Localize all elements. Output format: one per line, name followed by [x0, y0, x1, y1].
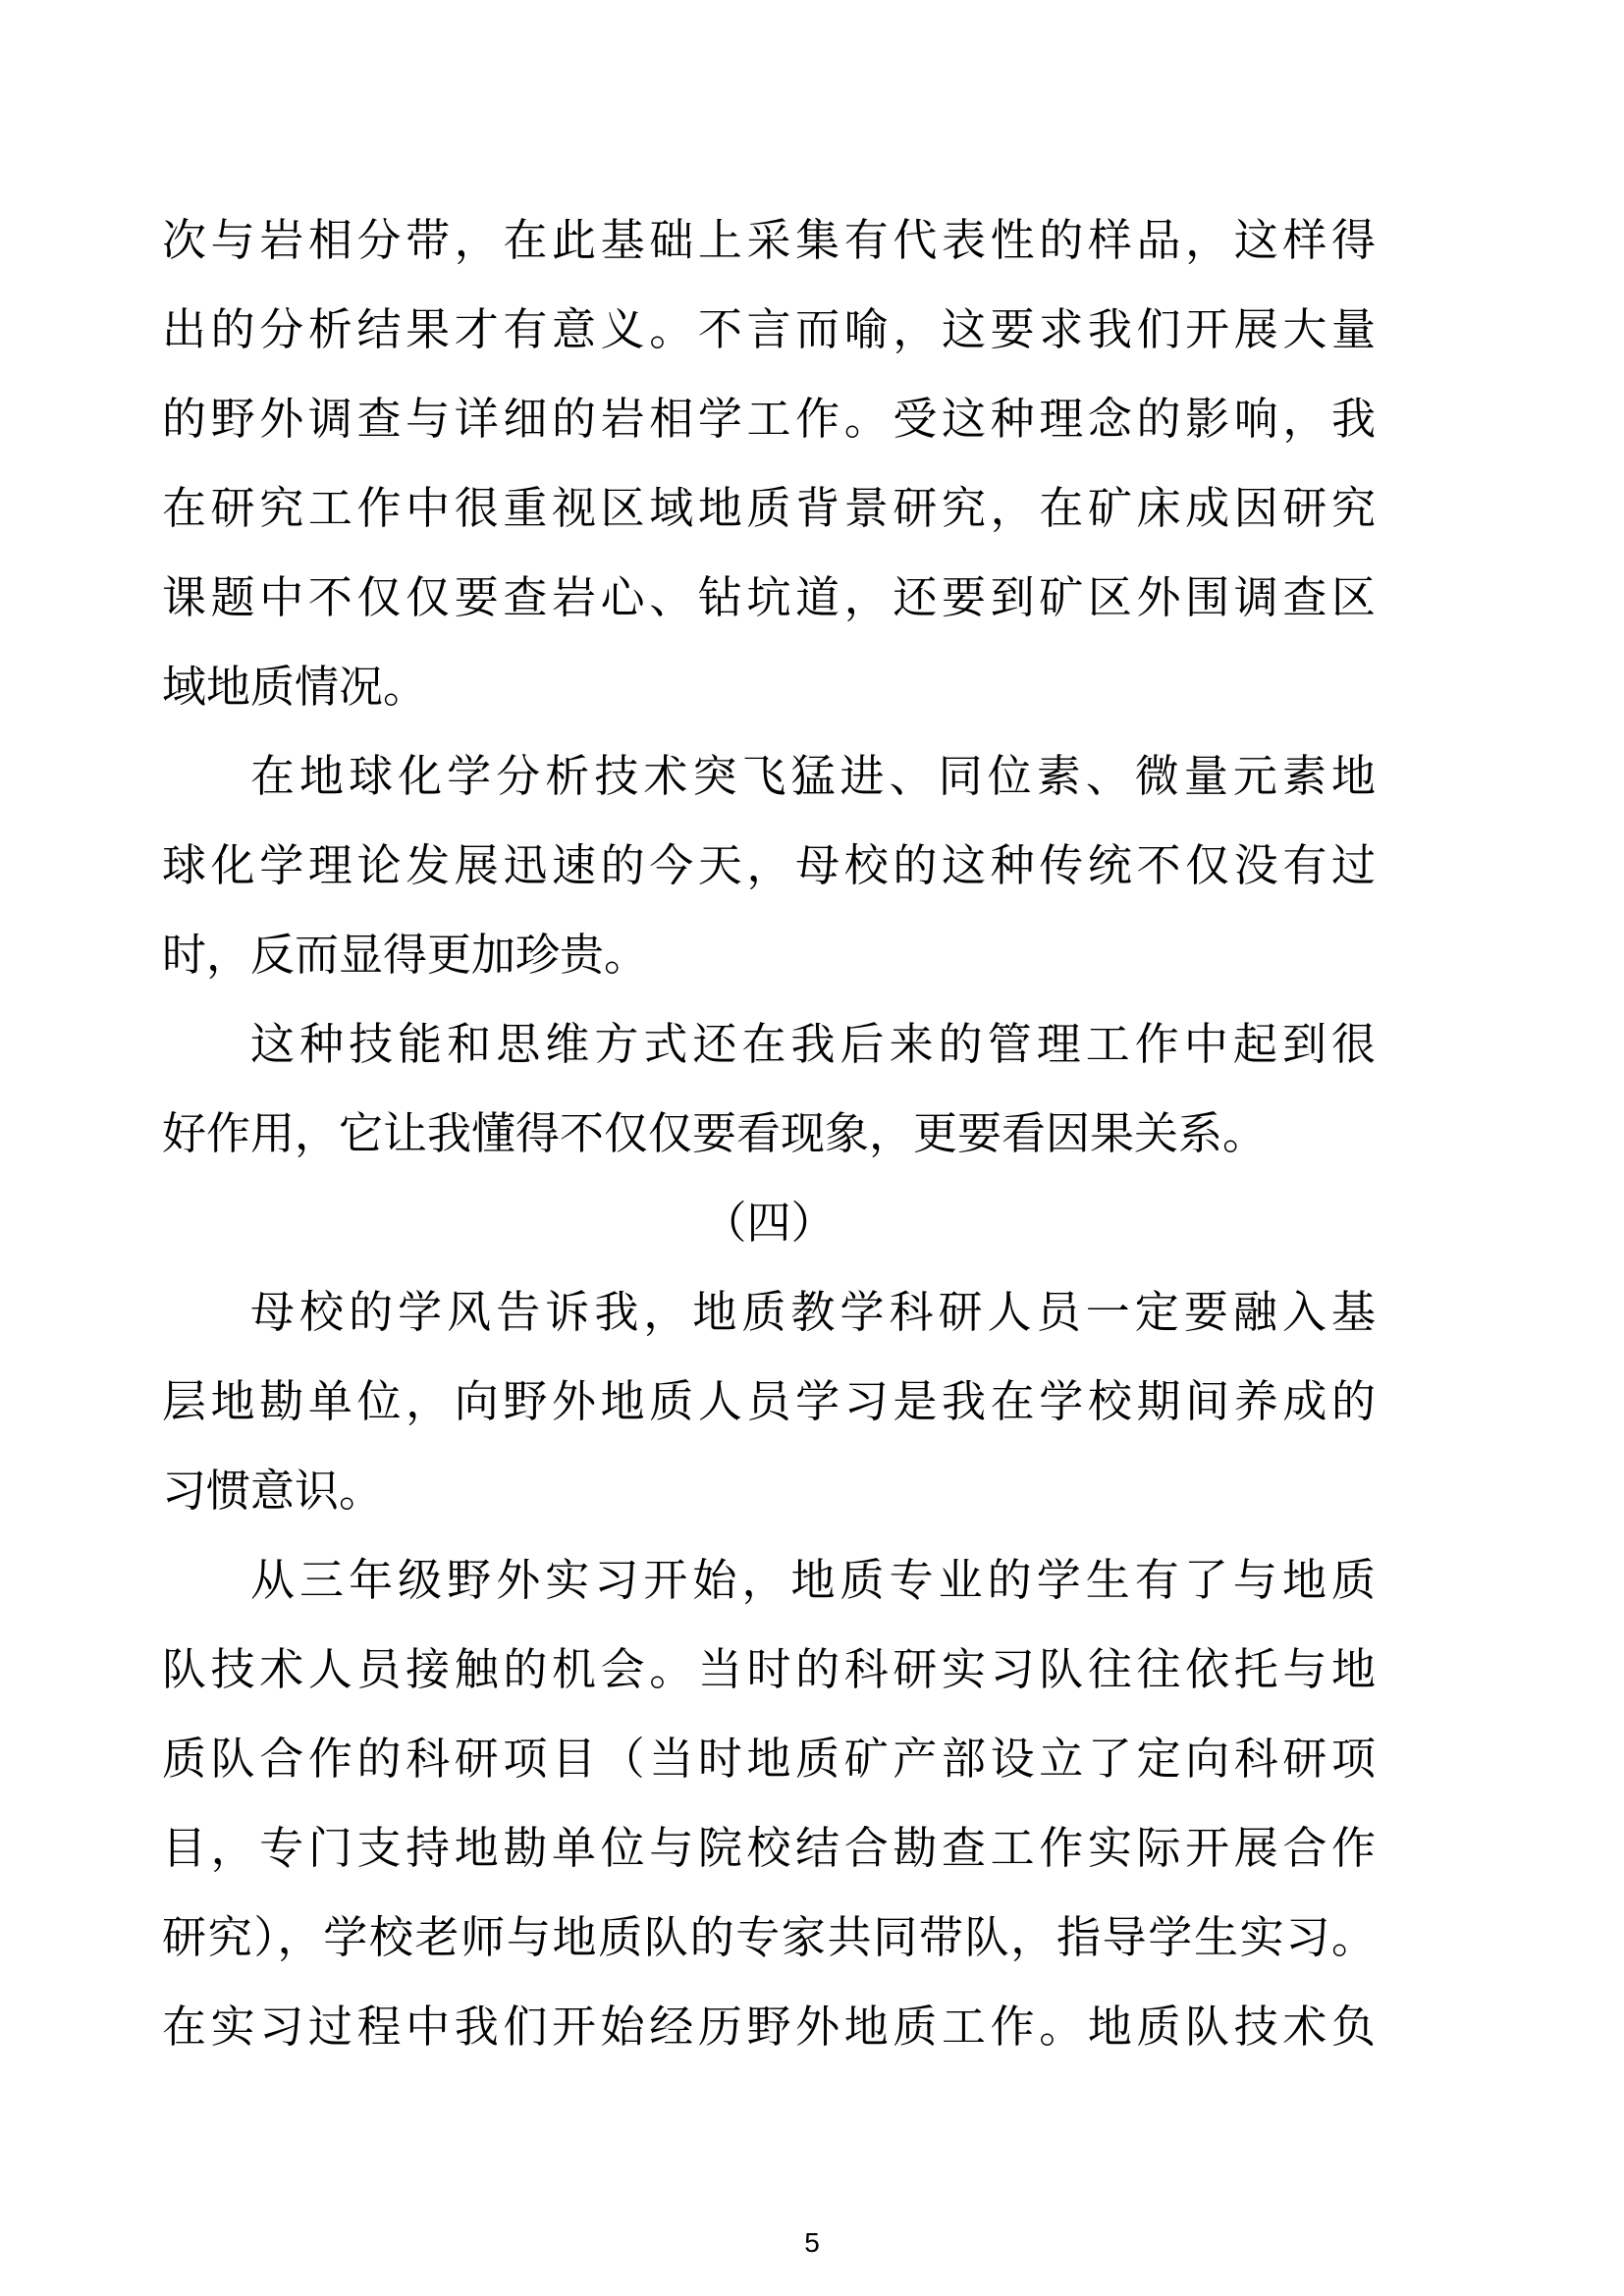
text-line: 域地质情况。	[162, 663, 428, 712]
text-line: 质队合作的科研项目（当时地质矿产部设立了定向科研项	[162, 1735, 1376, 1784]
text-line: 好作用，它让我懂得不仅仅要看现象，更要看因果关系。	[162, 1109, 1268, 1158]
text-line: 研究），学校老师与地质队的专家共同带队，指导学生实习。	[162, 1913, 1376, 1962]
text-line: 从三年级野外实习开始，地质专业的学生有了与地质	[250, 1556, 1376, 1605]
text-line: 在实习过程中我们开始经历野外地质工作。地质队技术负	[162, 2002, 1376, 2052]
text-line: 的野外调查与详细的岩相学工作。受这种理念的影响，我	[162, 395, 1376, 444]
paragraph	[162, 1536, 1376, 2072]
text-line: 这种技能和思维方式还在我后来的管理工作中起到很	[250, 1020, 1376, 1069]
paragraph	[162, 732, 1376, 1000]
text-line: 时，反而显得更加珍贵。	[162, 931, 649, 980]
section-heading	[162, 1179, 1376, 1268]
document-body	[162, 196, 1376, 2072]
heading-line: （四）	[702, 1199, 836, 1248]
paragraph	[162, 1000, 1376, 1179]
page-footer	[0, 2226, 1624, 2260]
text-line: 队技术人员接触的机会。当时的科研实习队往往依托与地	[162, 1645, 1376, 1694]
text-line: 母校的学风告诉我，地质教学科研人员一定要融入基	[250, 1288, 1376, 1337]
text-line: 球化学理论发展迅速的今天，母校的这种传统不仅没有过	[162, 841, 1376, 890]
paragraph	[162, 1268, 1376, 1536]
paragraph	[162, 196, 1376, 732]
page-number: 5	[804, 2227, 820, 2258]
text-line: 习惯意识。	[162, 1467, 384, 1516]
text-line: 在地球化学分析技术突飞猛进、同位素、微量元素地	[250, 752, 1376, 801]
text-line: 课题中不仅仅要查岩心、钻坑道，还要到矿区外围调查区	[162, 573, 1376, 622]
text-line: 次与岩相分带，在此基础上采集有代表性的样品，这样得	[162, 216, 1376, 265]
text-line: 出的分析结果才有意义。不言而喻，这要求我们开展大量	[162, 305, 1376, 354]
text-line: 层地勘单位，向野外地质人员学习是我在学校期间养成的	[162, 1377, 1376, 1426]
text-line: 在研究工作中很重视区域地质背景研究，在矿床成因研究	[162, 484, 1376, 533]
text-line: 目，专门支持地勘单位与院校结合勘查工作实际开展合作	[162, 1824, 1376, 1873]
